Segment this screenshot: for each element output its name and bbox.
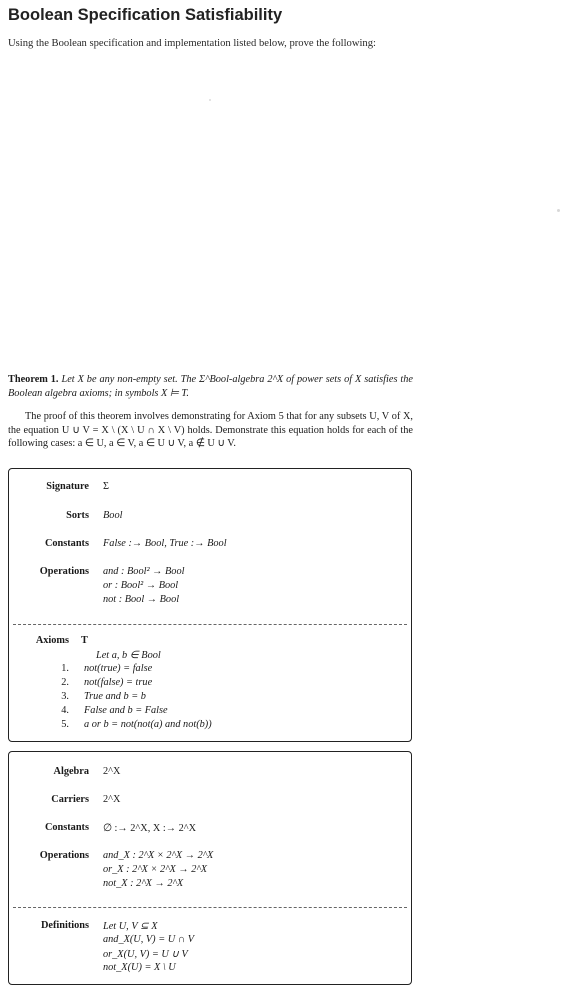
signature-value: Σ	[103, 481, 109, 492]
axioms-label: Axioms	[35, 635, 69, 646]
signature-label: Signature	[46, 481, 89, 492]
operation-line: and : Bool² → Bool	[103, 566, 185, 577]
faint-mark	[209, 99, 211, 101]
axioms-name: T	[81, 635, 88, 646]
constants-value: ∅ :→ 2^X, X :→ 2^X	[103, 823, 196, 834]
axiom-text: not(true) = false	[84, 663, 153, 674]
implementation-box	[8, 751, 412, 985]
definition-line: Let U, V ⊆ X	[103, 921, 158, 932]
algebra-value: 2^X	[103, 766, 121, 777]
axiom-number: 2.	[61, 677, 69, 688]
faint-mark	[557, 209, 560, 212]
axiom-text: False and b = False	[84, 705, 168, 716]
constants-label: Constants	[44, 538, 89, 549]
axiom-number: 1.	[61, 663, 69, 674]
operation-line: or_X : 2^X × 2^X → 2^X	[103, 864, 208, 875]
divider	[13, 907, 407, 908]
operation-line: not_X : 2^X → 2^X	[103, 878, 184, 889]
specification-box	[8, 468, 412, 742]
carriers-value: 2^X	[103, 794, 121, 805]
definitions-label: Definitions	[40, 920, 89, 931]
axioms-intro: Let a, b ∈ Bool	[96, 650, 161, 661]
operation-line: and_X : 2^X × 2^X → 2^X	[103, 850, 214, 861]
definition-line: not_X(U) = X \ U	[103, 962, 176, 973]
carriers-label: Carriers	[51, 794, 89, 805]
axiom-number: 5.	[61, 719, 69, 730]
theorem-head: Theorem 1.	[8, 374, 59, 385]
page-title: Boolean Specification Satisfiability	[8, 6, 283, 24]
constants-label: Constants	[44, 822, 89, 833]
axiom-number: 4.	[61, 705, 69, 716]
operations-label: Operations	[39, 850, 89, 861]
axiom-number: 3.	[61, 691, 69, 702]
operations-label: Operations	[39, 566, 89, 577]
axiom-text: a or b = not(not(a) and not(b))	[84, 719, 212, 730]
algebra-label: Algebra	[53, 766, 89, 777]
axiom-text: True and b = b	[84, 691, 146, 702]
sorts-value: Bool	[103, 510, 123, 521]
divider	[13, 624, 407, 625]
operation-line: or : Bool² → Bool	[103, 580, 179, 591]
theorem-body: Let X be any non-empty set. The Σ^Bool-algebra 2^X of power sets of X satisfies the Boolean algebra axioms; in symbols X ⊨ T.	[8, 374, 413, 399]
intro-text: Using the Boolean specification and implementation listed below, prove the following:	[8, 38, 376, 49]
proof-paragraph: The proof of this theorem involves demonstrating for Axiom 5 that for any subsets U, V of X, the equation U ∪ V = X \ (X \ U ∩ X \ V) holds. Demonstrate this equation holds for each of the following cases: a ∈ U, a ∈ V, a ∈ U ∪ V, a ∉ U ∪ V.	[8, 411, 413, 449]
operation-line: not : Bool → Bool	[103, 594, 180, 605]
definition-line: or_X(U, V) = U ∪ V	[103, 949, 188, 960]
definition-line: and_X(U, V) = U ∩ V	[103, 934, 195, 945]
sorts-label: Sorts	[66, 510, 89, 521]
constants-value: False :→ Bool, True :→ Bool	[103, 538, 227, 549]
axiom-text: not(false) = true	[84, 677, 153, 688]
theorem-statement	[8, 373, 413, 400]
